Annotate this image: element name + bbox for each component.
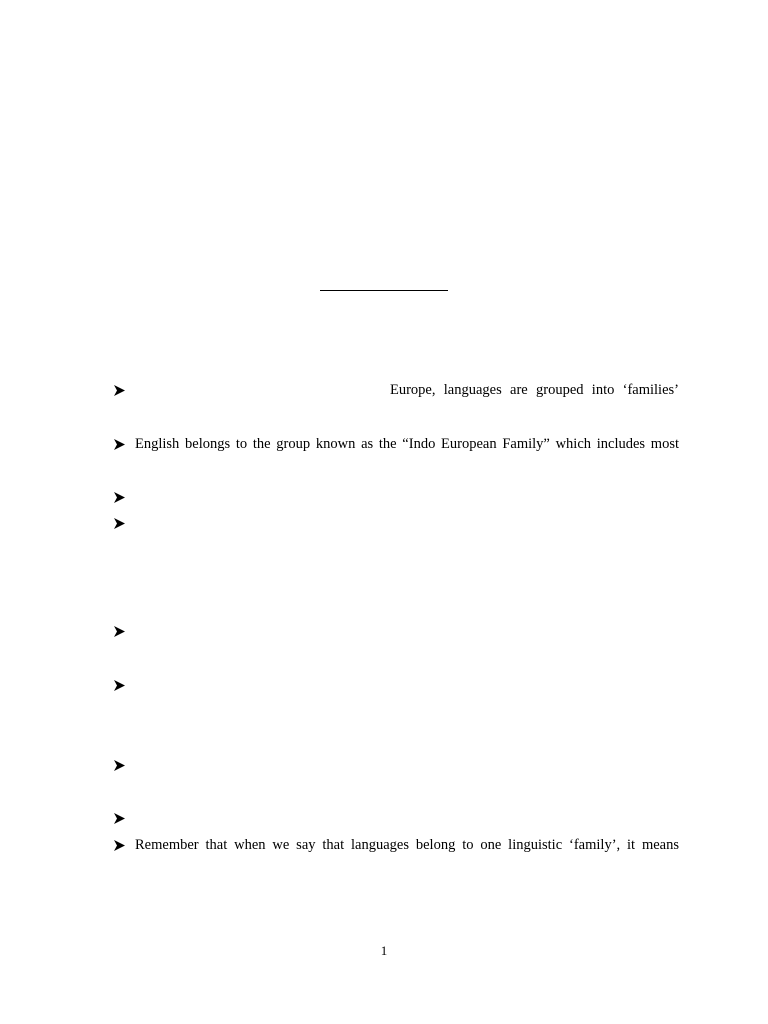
list-item (114, 621, 679, 641)
arrowhead-bullet-icon (114, 675, 126, 695)
list-item-text: Remember that when we say that languages belong to one linguistic ‘family’, it means (135, 837, 679, 853)
arrowhead-bullet-icon (114, 487, 126, 507)
list-item (114, 380, 679, 400)
list-item (114, 808, 679, 828)
list-item-text: English belongs to the group known as the “Indo European Family” which includes most (135, 436, 679, 452)
list-item (114, 487, 679, 507)
arrowhead-bullet-icon (114, 380, 126, 400)
list-item (114, 835, 679, 855)
arrowhead-bullet-icon (114, 835, 126, 855)
arrowhead-bullet-icon (114, 755, 126, 775)
list-item (114, 675, 679, 695)
page-number: 1 (380, 943, 388, 958)
list-item (114, 755, 679, 775)
list-item-text: Europe, languages are grouped into ‘families’ (390, 382, 679, 398)
arrowhead-bullet-icon (114, 434, 126, 454)
list-item (114, 434, 679, 454)
arrowhead-bullet-icon (114, 808, 126, 828)
arrowhead-bullet-icon (114, 621, 126, 641)
title-underline (320, 290, 448, 291)
arrowhead-bullet-icon (114, 513, 126, 533)
list-item (114, 513, 679, 533)
